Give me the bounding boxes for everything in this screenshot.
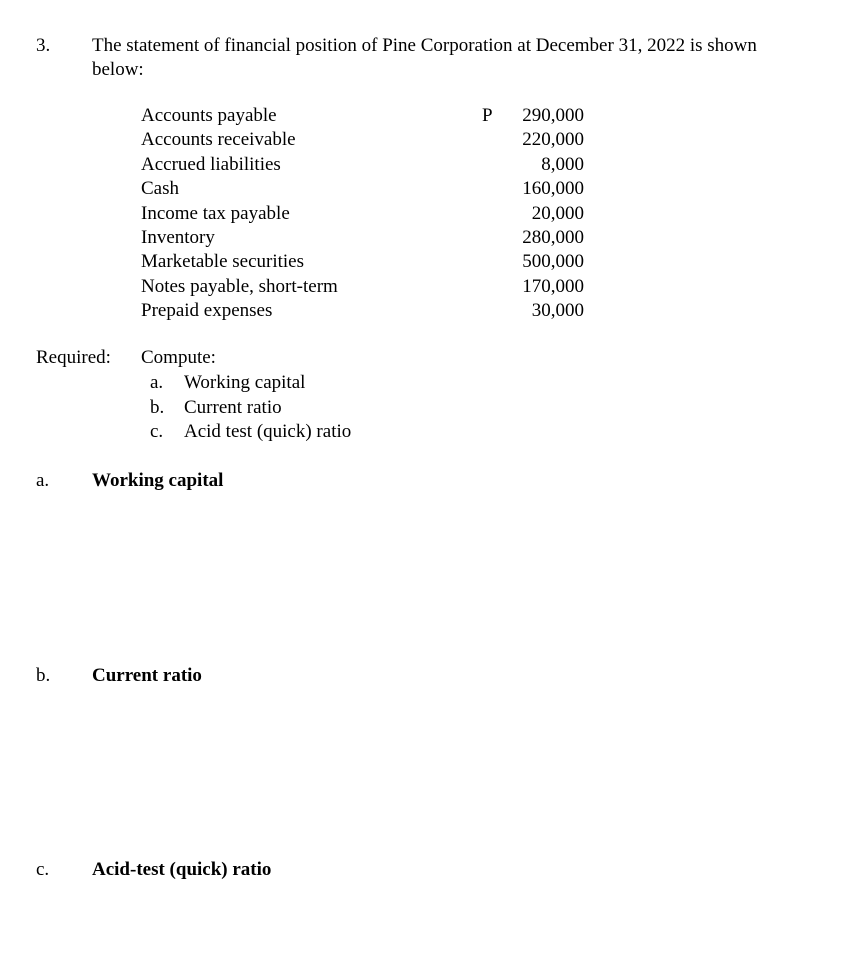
item-label: Inventory bbox=[141, 226, 215, 248]
item-amount: 20,000 bbox=[531, 202, 584, 224]
required-instruction: Compute: bbox=[141, 347, 216, 368]
section-a-letter: a. bbox=[36, 470, 50, 491]
list-item bbox=[141, 128, 601, 152]
section-c-title: Acid-test (quick) ratio bbox=[92, 859, 272, 880]
question-number: 3. bbox=[36, 35, 51, 56]
list-item bbox=[141, 104, 601, 128]
list-item bbox=[141, 299, 601, 323]
item-amount: 30,000 bbox=[531, 300, 584, 322]
item-label: Prepaid expenses bbox=[141, 300, 273, 322]
section-c-letter: c. bbox=[36, 859, 50, 880]
financial-position-list bbox=[141, 104, 601, 324]
list-item bbox=[141, 153, 601, 177]
item-label: Accounts payable bbox=[141, 105, 277, 126]
item-label: Income tax payable bbox=[141, 202, 290, 224]
item-label: Notes payable, short-term bbox=[141, 275, 338, 297]
section-b-letter: b. bbox=[36, 665, 51, 686]
item-amount: 280,000 bbox=[522, 226, 584, 248]
item-amount: 220,000 bbox=[522, 129, 584, 151]
currency-symbol: P bbox=[482, 105, 493, 126]
item-amount: 290,000 bbox=[522, 105, 584, 126]
item-amount: 170,000 bbox=[522, 275, 584, 297]
item-letter: c. bbox=[150, 421, 164, 443]
item-amount: 160,000 bbox=[522, 178, 584, 200]
list-item bbox=[141, 202, 601, 226]
item-text: Working capital bbox=[184, 372, 306, 393]
list-item bbox=[141, 275, 601, 299]
question-text: The statement of financial position of Pine Corporation at December 31, 2022 is shown below: bbox=[92, 35, 757, 80]
item-letter: a. bbox=[150, 372, 164, 393]
list-item bbox=[141, 250, 601, 274]
item-label: Marketable securities bbox=[141, 251, 305, 273]
list-item bbox=[141, 226, 601, 250]
item-label: Accounts receivable bbox=[141, 129, 296, 151]
section-b-title: Current ratio bbox=[92, 665, 202, 686]
item-letter: b. bbox=[150, 396, 165, 418]
item-text: Current ratio bbox=[184, 396, 282, 418]
item-amount: 500,000 bbox=[522, 251, 584, 273]
list-item bbox=[141, 177, 601, 201]
item-text: Acid test (quick) ratio bbox=[184, 421, 352, 443]
required-label: Required: bbox=[36, 347, 111, 368]
section-a-title: Working capital bbox=[92, 470, 224, 491]
item-amount: 8,000 bbox=[541, 153, 584, 175]
item-label: Accrued liabilities bbox=[141, 153, 281, 175]
item-label: Cash bbox=[141, 178, 179, 200]
